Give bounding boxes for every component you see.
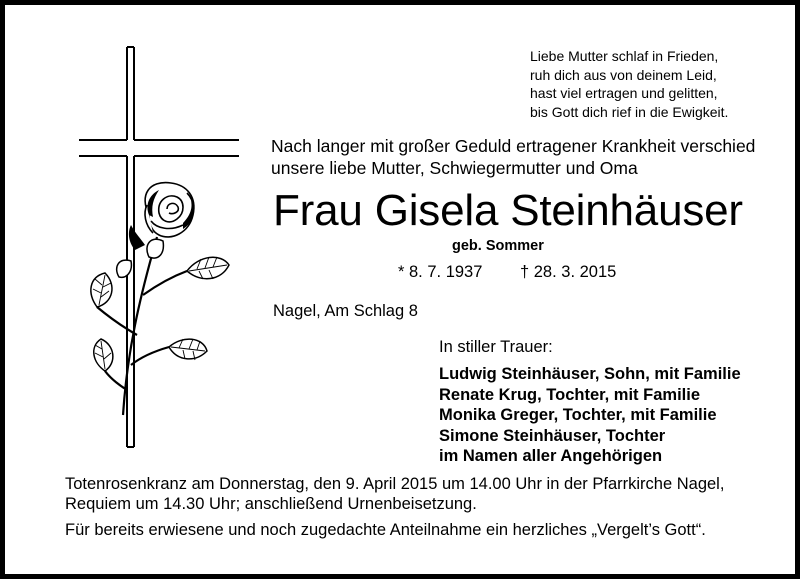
deceased-name: Frau Gisela Steinhäuser xyxy=(273,186,743,235)
birth-date: * 8. 7. 1937 xyxy=(398,263,483,281)
mourner-entry: Ludwig Steinhäuser, Sohn, mit Familie xyxy=(439,365,741,383)
memorial-poem xyxy=(530,47,728,121)
service-line: Totenrosenkranz am Donnerstag, den 9. April 2015 um 14.00 Uhr in der Pfarrkirche Nagel, xyxy=(65,475,725,493)
poem-line: ruh dich aus von deinem Leid, xyxy=(530,66,717,83)
intro-line: unsere liebe Mutter, Schwiegermutter und Oma xyxy=(271,158,638,178)
poem-line: hast viel ertragen und gelitten, xyxy=(530,85,718,101)
poem-line: bis Gott dich rief in die Ewigkeit. xyxy=(530,103,729,120)
service-line: Requiem um 14.30 Uhr; anschließend Urnenbeisetzung. xyxy=(65,495,477,513)
mourning-title: In stiller Trauer: xyxy=(439,338,553,356)
maiden-name: geb. Sommer xyxy=(452,238,544,254)
announcement-intro xyxy=(271,135,755,179)
address: Nagel, Am Schlag 8 xyxy=(273,302,418,320)
cross-with-rose-icon xyxy=(79,45,239,455)
mourner-entry: Renate Krug, Tochter, mit Familie xyxy=(439,385,700,404)
poem-line: Liebe Mutter schlaf in Frieden, xyxy=(530,48,719,64)
intro-line: Nach langer mit großer Geduld ertragener Krankheit verschied xyxy=(271,136,756,156)
death-date: † 28. 3. 2015 xyxy=(520,263,617,281)
thanks-line: Für bereits erwiesene und noch zugedachte Anteilnahme ein herzliches „Vergelt’s Gott“. xyxy=(65,521,706,539)
mourner-entry: im Namen aller Angehörigen xyxy=(439,447,663,465)
mourner-entry: Simone Steinhäuser, Tochter xyxy=(439,426,666,445)
mourners-list xyxy=(439,364,741,467)
service-details xyxy=(65,474,724,540)
mourner-entry: Monika Greger, Tochter, mit Familie xyxy=(439,406,717,424)
